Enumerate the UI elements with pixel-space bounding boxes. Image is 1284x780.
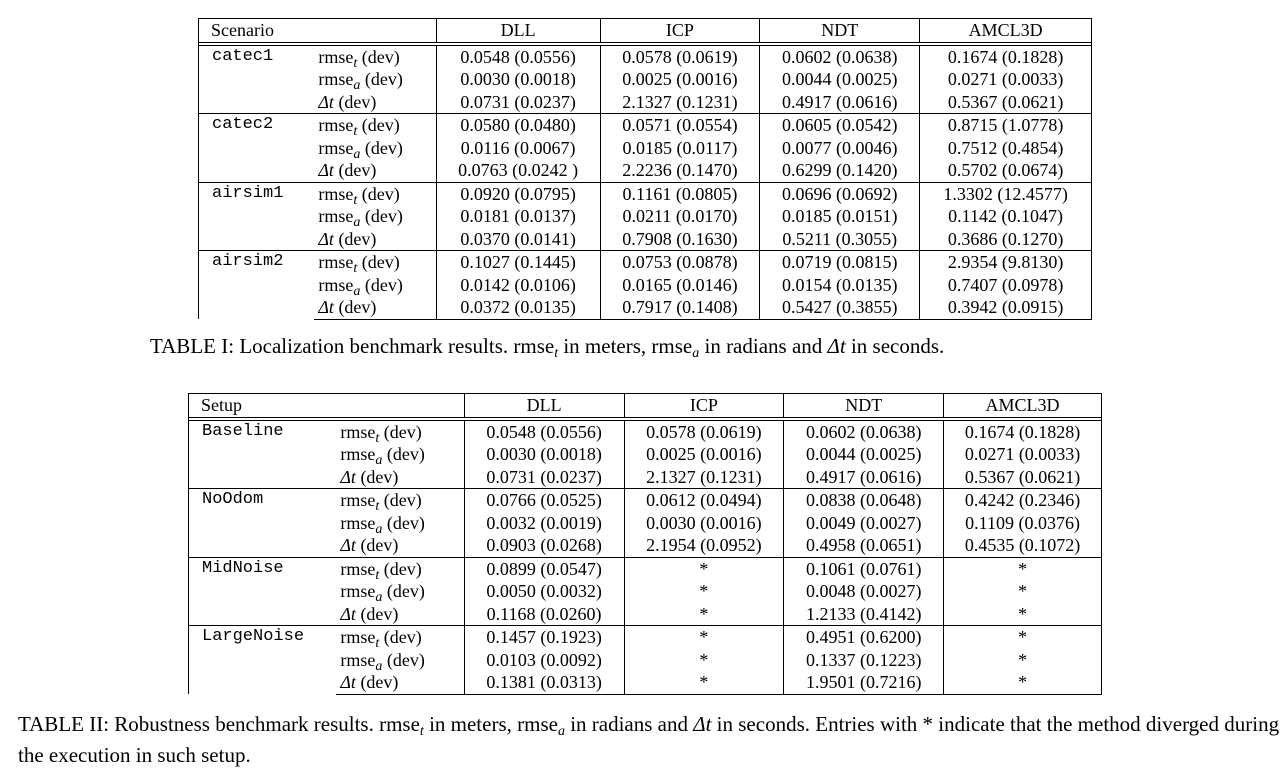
metric-label: rmse$_t$ (dev) — [336, 557, 464, 580]
table-row — [199, 296, 1092, 319]
column-header: AMCL3D — [920, 19, 1092, 43]
metric-label: rmse$_a$ (dev) — [318, 137, 403, 162]
table-cell: 0.0548 (0.0556) — [436, 45, 600, 68]
robustness-benchmark-table — [188, 393, 1102, 695]
table-cell: 0.1674 (0.1828) — [944, 420, 1102, 443]
table-cell: 2.1954 (0.0952) — [624, 534, 784, 557]
column-header: DLL — [464, 394, 624, 418]
metric-label: rmse$_t$ (dev) — [336, 420, 464, 443]
table-cell: 0.0048 (0.0027) — [784, 580, 944, 603]
table-cell: 0.0899 (0.0547) — [464, 557, 624, 580]
table-cell: 0.0719 (0.0815) — [760, 251, 920, 274]
table-cell: * — [944, 557, 1102, 580]
table-cell: 0.0766 (0.0525) — [464, 489, 624, 512]
metric-label: Δt (dev) — [336, 671, 464, 694]
metric-label: Δt (dev) — [336, 534, 464, 557]
table-cell: 0.1337 (0.1223) — [784, 649, 944, 672]
table-cell: 2.1327 (0.1231) — [600, 91, 760, 114]
table-cell: 0.8715 (1.0778) — [920, 114, 1092, 137]
group-label: NoOdom — [189, 489, 337, 558]
metric-label: rmse$_t$ (dev) — [314, 251, 436, 274]
table-cell: 0.0271 (0.0033) — [944, 443, 1102, 466]
table-row — [199, 114, 1092, 137]
table-cell: * — [944, 671, 1102, 694]
metric-label: Δt (dev) — [336, 603, 464, 626]
table-cell: 0.0077 (0.0046) — [760, 137, 920, 160]
table-row — [199, 251, 1092, 274]
table-cell: 0.4917 (0.0616) — [760, 91, 920, 114]
table-cell: * — [944, 649, 1102, 672]
column-header: NDT — [784, 394, 944, 418]
table-row — [199, 274, 1092, 297]
group-label: airsim2 — [199, 251, 315, 320]
group-label: catec2 — [199, 114, 315, 183]
table-cell: 2.9354 (9.8130) — [920, 251, 1092, 274]
table-cell: 0.1061 (0.0761) — [784, 557, 944, 580]
table-cell: 0.0103 (0.0092) — [464, 649, 624, 672]
metric-label: Δt (dev) — [336, 466, 464, 489]
column-header: NDT — [760, 19, 920, 43]
table-cell: 0.0578 (0.0619) — [600, 45, 760, 68]
table-cell: 1.2133 (0.4142) — [784, 603, 944, 626]
table-cell: 0.0580 (0.0480) — [436, 114, 600, 137]
table-cell: 0.1161 (0.0805) — [600, 182, 760, 205]
table-cell: 0.1168 (0.0260) — [464, 603, 624, 626]
table2-caption: TABLE II: Robustness benchmark results. rmse$_t$ in meters, rmse$_a$ in radians and Δt in seconds. Entries with * indicate that the method diverged during the execution in such setup. — [18, 712, 1280, 767]
table-cell: 0.0602 (0.0638) — [784, 420, 944, 443]
table-cell: 0.0372 (0.0135) — [436, 296, 600, 319]
table-cell: 0.0049 (0.0027) — [784, 512, 944, 535]
table-cell: 0.0030 (0.0016) — [624, 512, 784, 535]
metric-label: Δt (dev) — [314, 228, 436, 251]
metric-label: rmse$_a$ (dev) — [318, 206, 403, 231]
table-cell: 1.9501 (0.7216) — [784, 671, 944, 694]
table-row — [199, 91, 1092, 114]
table-row — [199, 205, 1092, 228]
table-cell: 0.4917 (0.0616) — [784, 466, 944, 489]
table-row — [199, 159, 1092, 182]
table-cell: 0.7407 (0.0978) — [920, 274, 1092, 297]
table-cell: 0.0731 (0.0237) — [464, 466, 624, 489]
table-cell: * — [624, 671, 784, 694]
table-cell: 0.1457 (0.1923) — [464, 626, 624, 649]
column-header: DLL — [436, 19, 600, 43]
table-cell: 0.5702 (0.0674) — [920, 159, 1092, 182]
table-cell: 0.1142 (0.1047) — [920, 205, 1092, 228]
metric-label: rmse$_t$ (dev) — [314, 114, 436, 137]
column-header: Setup — [189, 394, 465, 418]
table-cell: 0.1674 (0.1828) — [920, 45, 1092, 68]
column-header: Scenario — [199, 19, 437, 43]
table-row — [189, 557, 1102, 580]
table-cell: 0.0116 (0.0067) — [436, 137, 600, 160]
table-cell: 0.7512 (0.4854) — [920, 137, 1092, 160]
table-cell: 0.0044 (0.0025) — [760, 68, 920, 91]
metric-label: rmse$_t$ (dev) — [314, 45, 436, 68]
metric-label: rmse$_a$ (dev) — [340, 649, 425, 674]
table-cell: 0.6299 (0.1420) — [760, 159, 920, 182]
table-cell: * — [944, 626, 1102, 649]
table-row — [199, 45, 1092, 68]
table-cell: 0.0211 (0.0170) — [600, 205, 760, 228]
table-cell: 0.0578 (0.0619) — [624, 420, 784, 443]
table-cell: 0.4535 (0.1072) — [944, 534, 1102, 557]
table-cell: 2.1327 (0.1231) — [624, 466, 784, 489]
table-cell: 0.0271 (0.0033) — [920, 68, 1092, 91]
table-cell: 2.2236 (0.1470) — [600, 159, 760, 182]
table-cell: 0.0548 (0.0556) — [464, 420, 624, 443]
column-header: ICP — [600, 19, 760, 43]
table-row — [189, 420, 1102, 443]
table-cell: * — [944, 580, 1102, 603]
table-cell: 0.0571 (0.0554) — [600, 114, 760, 137]
metric-label: rmse$_a$ (dev) — [318, 69, 403, 94]
table-cell: 0.5211 (0.3055) — [760, 228, 920, 251]
table-cell: * — [624, 580, 784, 603]
table-cell: 0.0030 (0.0018) — [464, 443, 624, 466]
metric-label: rmse$_a$ (dev) — [318, 274, 403, 299]
table-cell: 0.0181 (0.0137) — [436, 205, 600, 228]
table-cell: 0.0154 (0.0135) — [760, 274, 920, 297]
metric-label: Δt (dev) — [314, 159, 436, 182]
metric-label: Δt (dev) — [314, 91, 436, 114]
metric-label: rmse$_a$ (dev) — [340, 581, 425, 606]
table-cell: 0.0032 (0.0019) — [464, 512, 624, 535]
table-cell: * — [624, 626, 784, 649]
table-cell: 0.0605 (0.0542) — [760, 114, 920, 137]
table-cell: 0.1109 (0.0376) — [944, 512, 1102, 535]
table-cell: 0.0050 (0.0032) — [464, 580, 624, 603]
table-cell: 0.4242 (0.2346) — [944, 489, 1102, 512]
group-label: MidNoise — [189, 557, 337, 626]
localization-benchmark-table — [198, 18, 1092, 320]
table-cell: 0.0030 (0.0018) — [436, 68, 600, 91]
table-cell: 0.0612 (0.0494) — [624, 489, 784, 512]
table-cell: 0.7908 (0.1630) — [600, 228, 760, 251]
table-row — [199, 137, 1092, 160]
table-row — [199, 182, 1092, 205]
table-cell: 0.0763 (0.0242 ) — [436, 159, 600, 182]
table-cell: 0.1381 (0.0313) — [464, 671, 624, 694]
table-cell: 0.1027 (0.1445) — [436, 251, 600, 274]
table-cell: 0.0185 (0.0117) — [600, 137, 760, 160]
table-cell: 0.0920 (0.0795) — [436, 182, 600, 205]
table-row — [189, 489, 1102, 512]
table-cell: 0.0142 (0.0106) — [436, 274, 600, 297]
header-row — [199, 19, 1092, 43]
table1-caption: TABLE I: Localization benchmark results. rmse$_t$ in meters, rmse$_a$ in radians and Δt in seconds. — [150, 334, 945, 361]
table-cell: 0.0025 (0.0016) — [624, 443, 784, 466]
metric-label: rmse$_t$ (dev) — [336, 626, 464, 649]
table-cell: 0.7917 (0.1408) — [600, 296, 760, 319]
table-cell: * — [944, 603, 1102, 626]
header-row — [189, 394, 1102, 418]
table-cell: 0.5427 (0.3855) — [760, 296, 920, 319]
table-cell: 0.0370 (0.0141) — [436, 228, 600, 251]
table-cell: * — [624, 649, 784, 672]
table-cell: 0.0044 (0.0025) — [784, 443, 944, 466]
metric-label: Δt (dev) — [314, 296, 436, 319]
column-header: ICP — [624, 394, 784, 418]
table-cell: 0.3686 (0.1270) — [920, 228, 1092, 251]
table-cell: 0.5367 (0.0621) — [944, 466, 1102, 489]
group-label: LargeNoise — [189, 626, 337, 695]
table-cell: 0.0903 (0.0268) — [464, 534, 624, 557]
table-cell: 0.0731 (0.0237) — [436, 91, 600, 114]
table-cell: 0.5367 (0.0621) — [920, 91, 1092, 114]
table-cell: 0.0025 (0.0016) — [600, 68, 760, 91]
metric-label: rmse$_a$ (dev) — [340, 444, 425, 469]
group-label: airsim1 — [199, 182, 315, 251]
table-cell: * — [624, 603, 784, 626]
table-cell: 0.0602 (0.0638) — [760, 45, 920, 68]
table-row — [199, 68, 1092, 91]
table-cell: 0.0696 (0.0692) — [760, 182, 920, 205]
table-row — [199, 228, 1092, 251]
metric-label: rmse$_a$ (dev) — [340, 512, 425, 537]
metric-label: rmse$_t$ (dev) — [336, 489, 464, 512]
table-cell: 0.0838 (0.0648) — [784, 489, 944, 512]
group-label: catec1 — [199, 45, 315, 114]
column-header: AMCL3D — [944, 394, 1102, 418]
table-cell: 0.4958 (0.0651) — [784, 534, 944, 557]
table-cell: 0.4951 (0.6200) — [784, 626, 944, 649]
table-cell: * — [624, 557, 784, 580]
table-cell: 1.3302 (12.4577) — [920, 182, 1092, 205]
table-cell: 0.0753 (0.0878) — [600, 251, 760, 274]
table-cell: 0.0185 (0.0151) — [760, 205, 920, 228]
group-label: Baseline — [189, 420, 337, 489]
table-cell: 0.0165 (0.0146) — [600, 274, 760, 297]
table-cell: 0.3942 (0.0915) — [920, 296, 1092, 319]
table-row — [189, 626, 1102, 649]
metric-label: rmse$_t$ (dev) — [314, 182, 436, 205]
